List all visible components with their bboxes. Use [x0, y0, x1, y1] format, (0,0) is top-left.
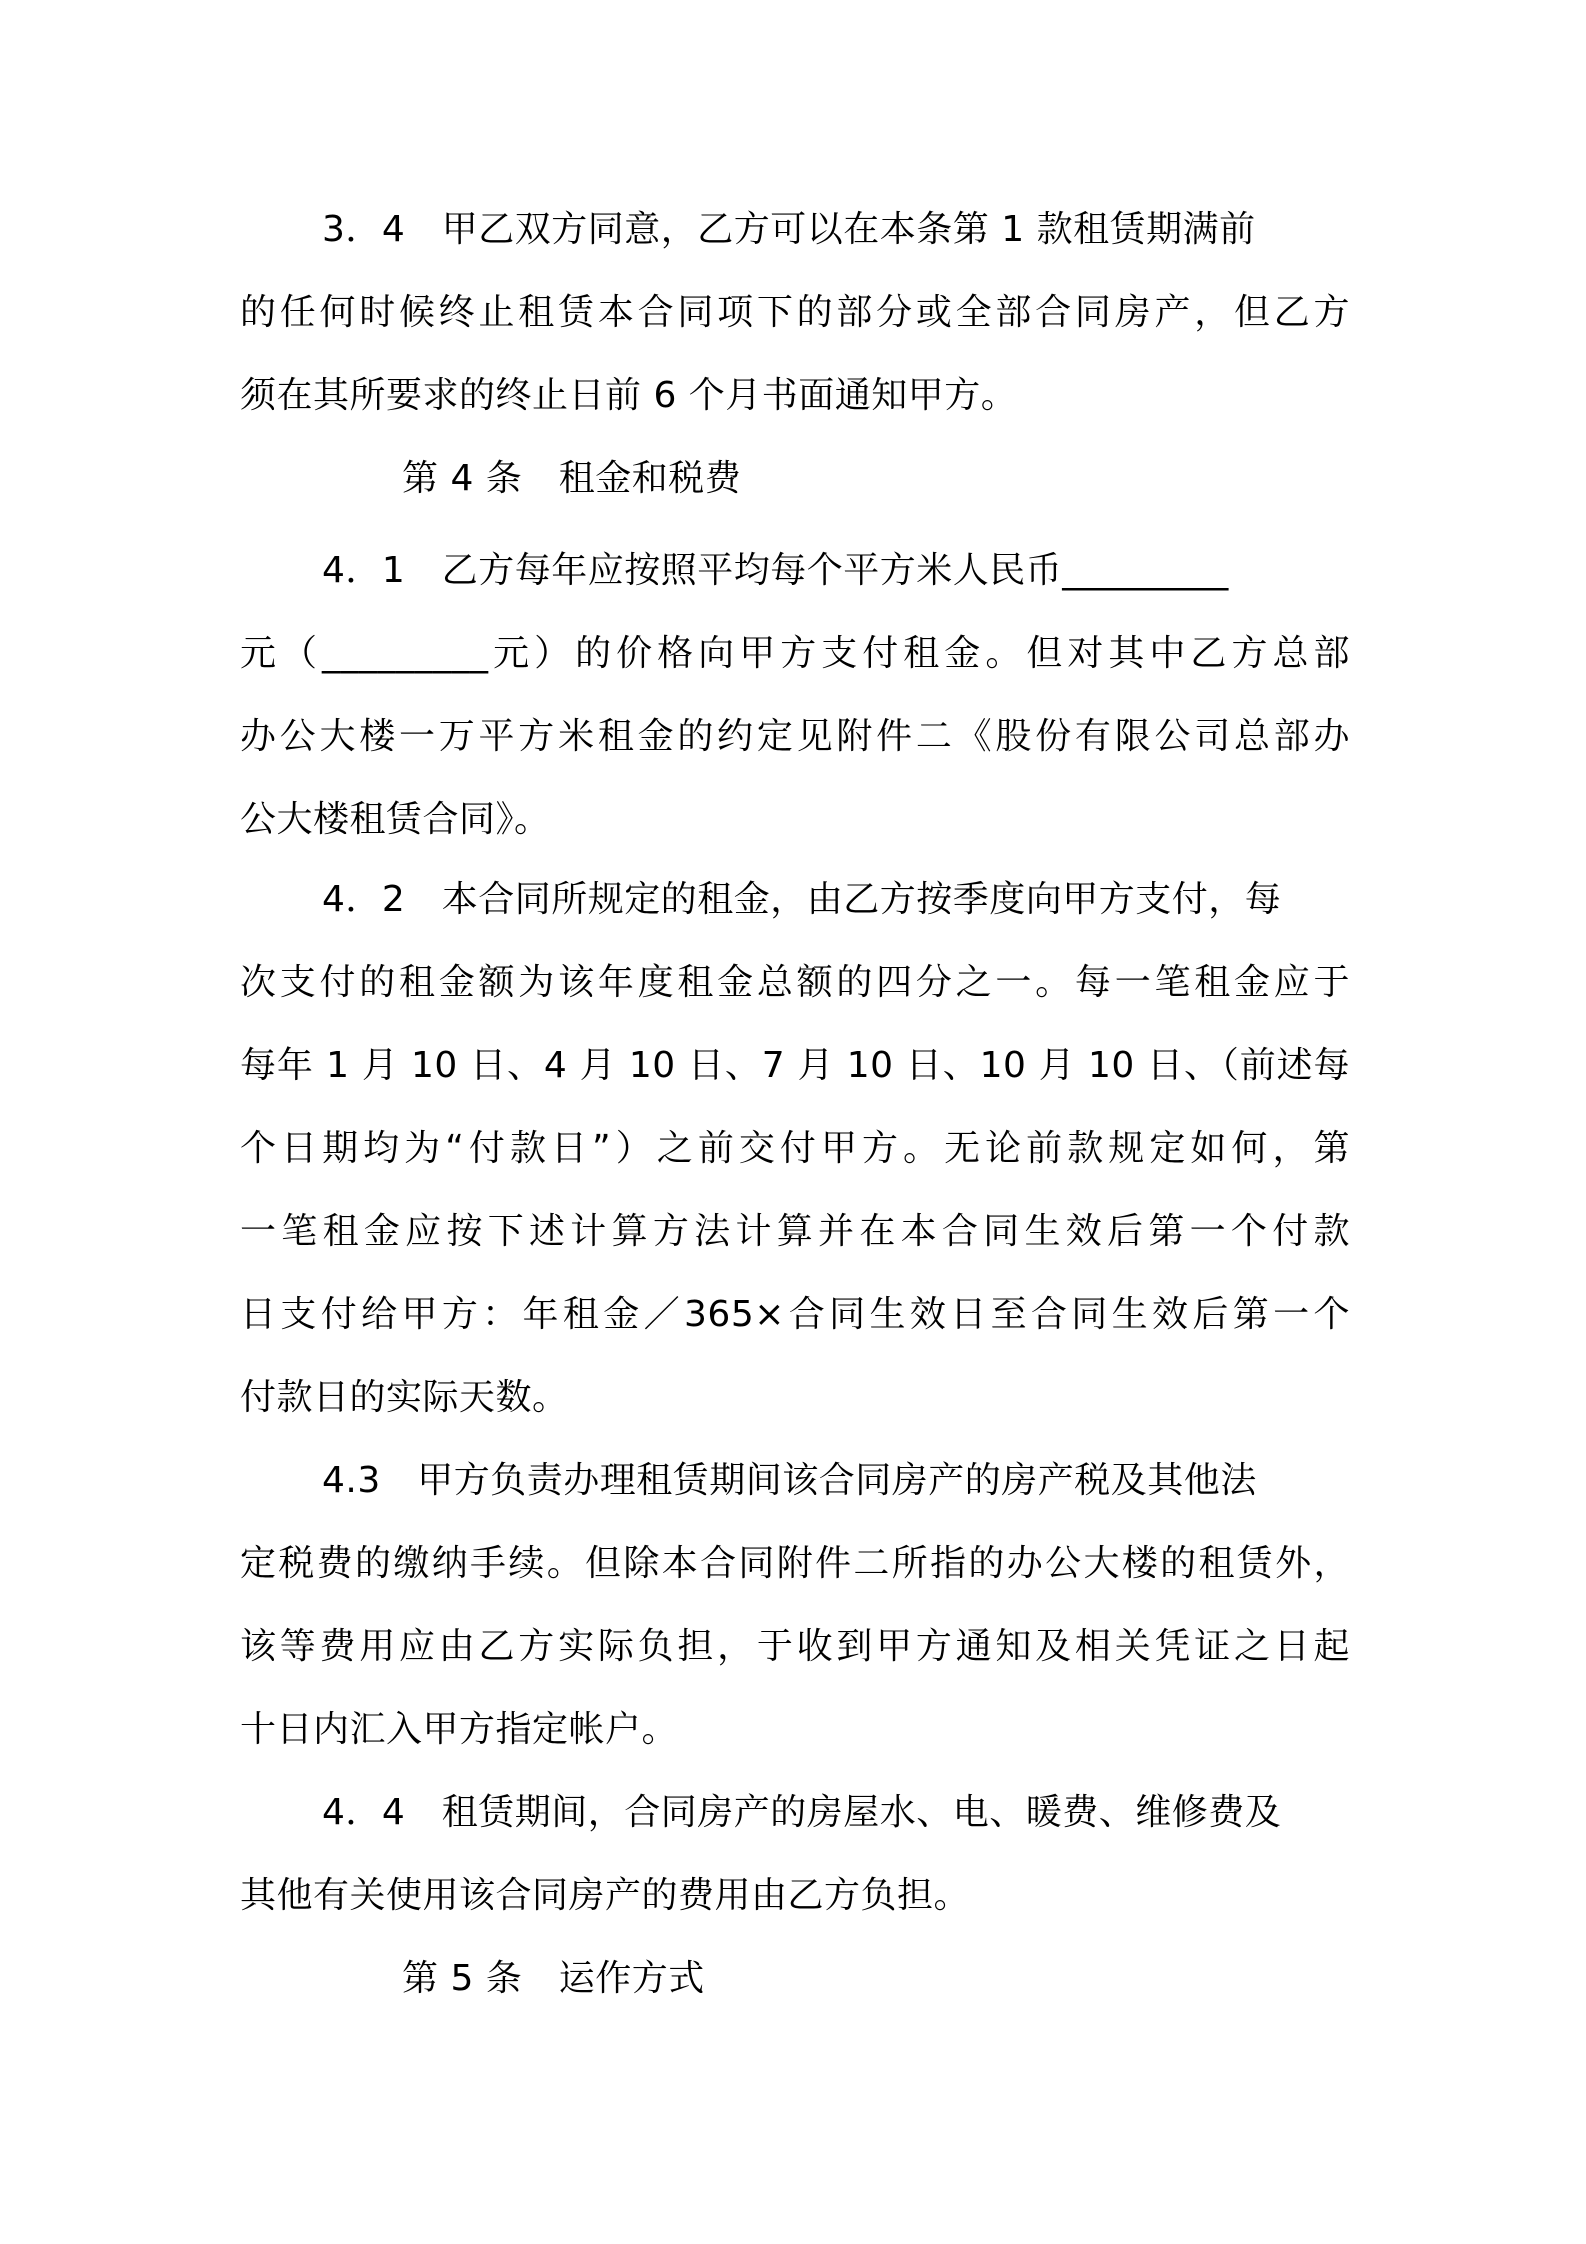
article-4-heading: 第 4 条 租金和税费 [402, 458, 742, 499]
para-4-4-line-2: 其他有关使用该合同房产的费用由乙方负担。 [240, 1875, 971, 1916]
para-4-1-line-3: 办公大楼一万平方米租金的约定见附件二《股份有限公司总部办 [240, 716, 1350, 757]
para-4-2-line-1: 4．2 本合同所规定的租金，由乙方按季度向甲方支付，每 [322, 879, 1282, 920]
para-4-4-line-1: 4．4 租赁期间，合同房产的房屋水、电、暖费、维修费及 [322, 1792, 1282, 1833]
para-4-3-line-2: 定税费的缴纳手续。但除本合同附件二所指的办公大楼的租赁外， [240, 1543, 1350, 1584]
para-4-3-line-4: 十日内汇入甲方指定帐户。 [240, 1709, 679, 1750]
para-4-2-line-4: 个日期均为“付款日”）之前交付甲方。无论前款规定如何，第 [240, 1128, 1350, 1169]
para-4-3-line-3: 该等费用应由乙方实际负担，于收到甲方通知及相关凭证之日起 [240, 1626, 1350, 1667]
para-4-2-line-3: 每年 1 月 10 日、4 月 10 日、7 月 10 日、10 月 10 日、（前述每 [240, 1045, 1350, 1086]
para-4-2-line-2: 次支付的租金额为该年度租金总额的四分之一。每一笔租金应于 [240, 962, 1350, 1003]
para-3-4-line-1: 3．4 甲乙双方同意，乙方可以在本条第 1 款租赁期满前 [322, 209, 1256, 250]
para-3-4-line-2: 的任何时候终止租赁本合同项下的部分或全部合同房产，但乙方 [240, 292, 1350, 333]
para-4-1-line-4: 公大楼租赁合同》。 [240, 799, 551, 840]
para-4-3-line-1: 4.3 甲方负责办理租赁期间该合同房产的房产税及其他法 [322, 1460, 1257, 1501]
para-4-2-line-7: 付款日的实际天数。 [240, 1377, 569, 1418]
para-4-1-line-2: 元（_________元）的价格向甲方支付租金。但对其中乙方总部 [240, 633, 1350, 674]
para-4-1-line-1: 4．1 乙方每年应按照平均每个平方米人民币_________ [322, 550, 1229, 591]
article-5-heading: 第 5 条 运作方式 [402, 1958, 705, 1999]
para-4-2-line-5: 一笔租金应按下述计算方法计算并在本合同生效后第一个付款 [240, 1211, 1350, 1252]
para-3-4-line-3: 须在其所要求的终止日前 6 个月书面通知甲方。 [240, 375, 1018, 416]
para-4-2-line-6: 日支付给甲方：年租金／365×合同生效日至合同生效后第一个 [240, 1294, 1350, 1335]
